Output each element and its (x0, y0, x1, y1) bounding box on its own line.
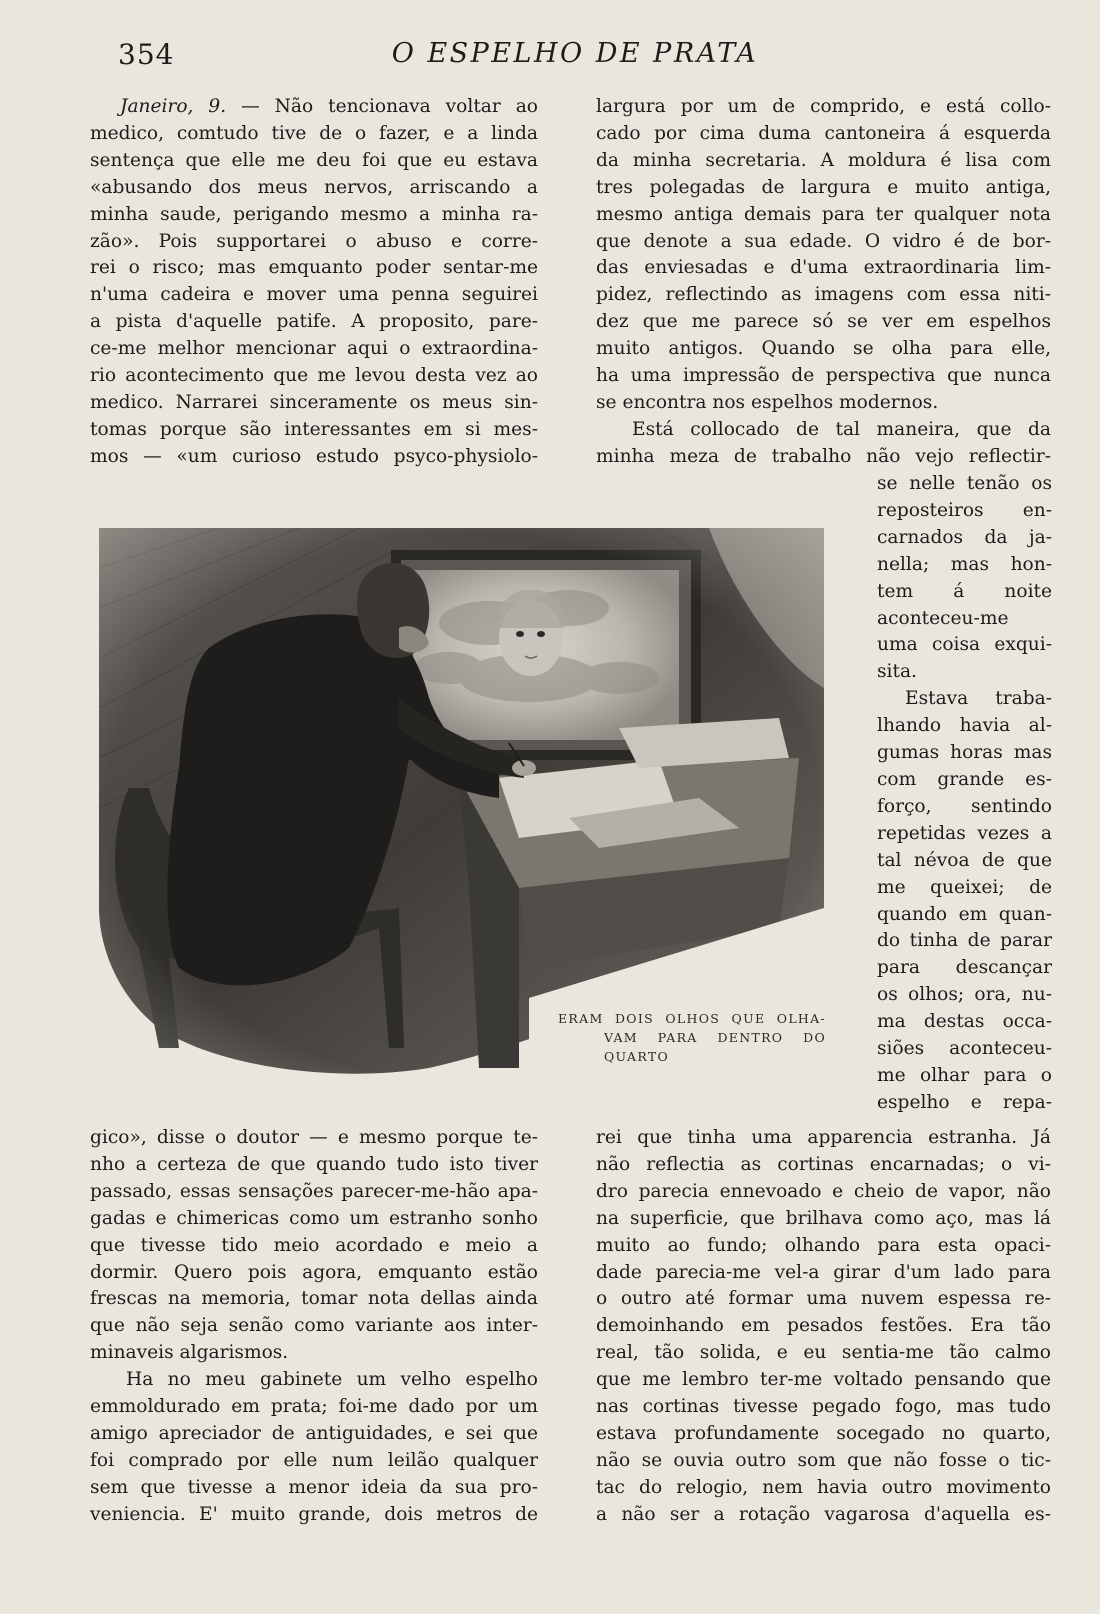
text-line: o outro até formar uma nuvem espessa re- (596, 1288, 1051, 1310)
text-line: largura por um de comprido, e está collo- (596, 96, 1051, 117)
text-line: uma coisa exqui- (877, 634, 1052, 656)
text-line: demoinhando em pesados festões. Era tão (596, 1315, 1051, 1337)
text-line: sita. (877, 661, 917, 683)
text-line: minha saude, perigando mesmo a minha ra- (90, 203, 538, 225)
text-line: Está collocado de tal maneira, que da (632, 418, 1051, 440)
text-line: rio acontecimento que me levou desta vez ao (90, 365, 538, 387)
text-line: amigo apreciador de antiguidades, e sei que (90, 1422, 538, 1444)
text-line: n'uma cadeira e mover uma penna seguirei (90, 284, 538, 306)
caption-line: ERAM DOIS OLHOS QUE OLHA- (558, 1011, 826, 1026)
text-line: rei que tinha uma apparencia estranha. Já (596, 1127, 1051, 1148)
text-line: muito antigos. Quando se olha para elle, (596, 338, 1051, 360)
figure-caption (558, 1009, 826, 1066)
text-line: Ha no meu gabinete um velho espelho (126, 1369, 538, 1391)
text-line: mesmo antiga demais para ter qualquer nota (596, 203, 1051, 225)
text-line: «abusando dos meus nervos, arriscando a (90, 176, 538, 198)
text-line: dro parecia ennevoado e cheio de vapor, não (596, 1180, 1051, 1202)
right-narrow-column (877, 471, 1052, 1117)
text-line: medico. Narrarei sinceramente os meus sin- (90, 391, 538, 413)
text-line: me olhar para o (877, 1064, 1052, 1086)
left-column-bottom (90, 1125, 538, 1529)
entry-date: Janeiro, 9. — (120, 96, 260, 117)
text-line: tres polegadas de largura e muito antiga, (596, 176, 1051, 198)
text-line: siões aconteceu- (877, 1038, 1052, 1060)
text-line: tomas porque são interessantes em si mes- (90, 418, 538, 440)
right-column-top (596, 94, 1051, 471)
text-line: com grande es- (877, 768, 1052, 790)
text-line: me queixei; de (877, 876, 1052, 898)
text-line: ce-me melhor mencionar aqui o extraordina- (90, 338, 538, 360)
text-line: dormir. Quero pois agora, emquanto estão (90, 1261, 538, 1283)
text-line: sentença que elle me deu foi que eu estava (90, 149, 538, 171)
page-number: 354 (118, 38, 175, 71)
text-line: rei o risco; mas emquanto poder sentar-me (90, 257, 538, 279)
text-line: nas cortinas tivesse pegado fogo, mas tudo (596, 1396, 1051, 1418)
text-line: foi comprado por elle num leilão qualquer (90, 1449, 538, 1471)
text-line: que tivesse tido meio acordado e meio a (90, 1234, 538, 1256)
page-header (110, 38, 1040, 78)
caption-line: QUARTO (604, 1049, 670, 1064)
text-line: que denote a sua edade. O vidro é de bor- (596, 230, 1051, 252)
text-line: zão». Pois supportarei o abuso e corre- (90, 230, 538, 252)
text-line: que não seja senão como variante aos inter- (90, 1315, 538, 1337)
text-line: não reflectia as cortinas encarnadas; o vi- (596, 1153, 1051, 1175)
text-line: espelho e repa- (877, 1091, 1052, 1113)
text-line: a não ser a rotação vagarosa d'aquella es- (596, 1503, 1051, 1525)
text-line: repetidas vezes a (877, 822, 1052, 844)
caption-line: VAM PARA DENTRO DO (604, 1030, 826, 1045)
running-title: O ESPELHO DE PRATA (391, 38, 759, 69)
text-line-content: Não tencionava voltar ao (274, 96, 538, 117)
text-line: se nelle tenão os (877, 473, 1052, 494)
text-line: a pista d'aquelle patife. A proposito, pare- (90, 311, 538, 333)
text-line: medico, comtudo tive de o fazer, e a linda (90, 122, 538, 144)
right-column-bottom (596, 1125, 1051, 1529)
text-line: quando em quan- (877, 903, 1052, 925)
text-line: das enviesadas e d'uma extraordinaria lim- (596, 257, 1051, 279)
text-line: nella; mas hon- (877, 553, 1052, 575)
text-line: na superficie, que brilhava como aço, mas lá (596, 1207, 1051, 1229)
text-line: tal névoa de que (877, 849, 1052, 871)
text-line: reposteiros en- (877, 499, 1052, 521)
text-line: forço, sentindo (877, 795, 1052, 817)
text-line: emmoldurado em prata; foi-me dado por um (90, 1396, 538, 1418)
text-line: muito ao fundo; olhando para esta opaci- (596, 1234, 1051, 1256)
text-line: que me lembro ter-me voltado pensando que (596, 1369, 1051, 1391)
text-line: ha uma impressão de perspectiva que nunca (596, 365, 1051, 387)
text-line: gico», disse o doutor — e mesmo porque te- (90, 1127, 538, 1148)
text-line: veniencia. E' muito grande, dois metros de (90, 1503, 538, 1525)
text-line: aconteceu-me (877, 607, 1009, 629)
text-line: do tinha de parar (877, 930, 1052, 952)
text-line: real, tão solida, e eu sentia-me tão calmo (596, 1342, 1051, 1364)
text-line (90, 94, 538, 121)
text-line: passado, essas sensações parecer-me-hão apa- (90, 1180, 538, 1202)
text-line: ma destas occa- (877, 1011, 1052, 1033)
text-line: dade parecia-me vel-a girar d'um lado para (596, 1261, 1051, 1283)
text-line: mos — «um curioso estudo psyco-physiolo- (90, 445, 538, 467)
text-line: gadas e chimericas como um estranho sonho (90, 1207, 538, 1229)
text-line: da minha secretaria. A moldura é lisa com (596, 149, 1051, 171)
text-line: carnados da ja- (877, 526, 1052, 548)
text-line: minaveis algarismos. (90, 1342, 289, 1364)
text-line: se encontra nos espelhos modernos. (596, 391, 939, 413)
text-line: tem á noite (877, 580, 1052, 602)
text-line: minha meza de trabalho não vejo reflectir- (596, 445, 1051, 467)
text-line: nho a certeza de que quando tudo isto tiver (90, 1153, 538, 1175)
text-line: cado por cima duma cantoneira á esquerda (596, 122, 1051, 144)
text-line: sem que tivesse a menor ideia da sua pro- (90, 1476, 538, 1498)
text-line: os olhos; ora, nu- (877, 984, 1052, 1006)
text-line: dez que me parece só se ver em espelhos (596, 311, 1051, 333)
text-line: Estava traba- (905, 688, 1052, 710)
text-line: pidez, reflectindo as imagens com essa niti- (596, 284, 1051, 306)
text-line: frescas na memoria, tomar nota dellas ainda (90, 1288, 538, 1310)
text-line: para descançar (877, 957, 1052, 979)
text-line: estava profundamente socegado no quarto, (596, 1422, 1051, 1444)
illustration (99, 528, 824, 1083)
left-column-top (90, 94, 538, 471)
text-line: gumas horas mas (877, 742, 1052, 764)
text-line: não se ouvia outro som que não fosse o tic- (596, 1449, 1051, 1471)
text-line: lhando havia al- (877, 715, 1052, 737)
text-line: tac do relogio, nem havia outro movimento (596, 1476, 1051, 1498)
